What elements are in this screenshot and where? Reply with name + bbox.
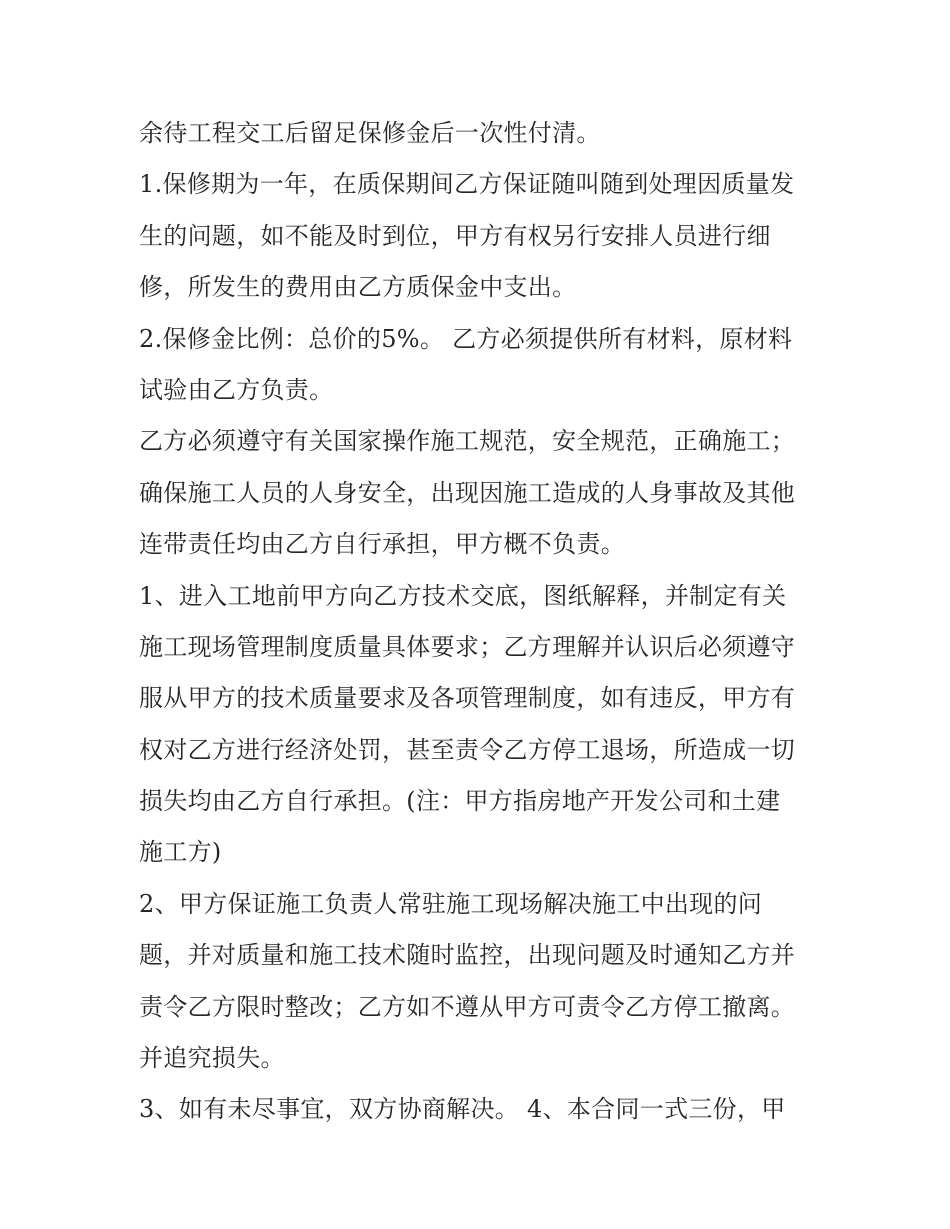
text-line: 3、如有未尽事宜，双方协商解决。 4、本合同一式三份，甲 (139, 1095, 786, 1124)
text-line: 权对乙方进行经济处罚，甚至责令乙方停工退场，所造成一切 (139, 735, 796, 764)
contract-text (139, 108, 829, 1136)
text-line: 2.保修金比例：总价的5%。 乙方必须提供所有材料，原材料 (139, 324, 793, 353)
text-line: 余待工程交工后留足保修金后一次性付清。 (139, 119, 601, 147)
text-line: 损失均由乙方自行承担。(注：甲方指房地产开发公司和土建 (139, 787, 781, 816)
text-line: 并追究损失。 (139, 1044, 285, 1073)
text-line: 试验由乙方负责。 (139, 375, 334, 404)
text-line: 2、甲方保证施工负责人常驻施工现场解决施工中出现的问 (139, 889, 763, 918)
text-line: 乙方必须遵守有关国家操作施工规范，安全规范，正确施工； (139, 427, 796, 456)
text-line: 生的问题，如不能及时到位，甲方有权另行安排人员进行细 (139, 221, 771, 250)
text-line: 施工方) (139, 838, 222, 867)
text-line: 服从甲方的技术质量要求及各项管理制度，如有违反，甲方有 (139, 684, 796, 713)
text-line: 连带责任均由乙方自行承担，甲方概不负责。 (139, 530, 625, 559)
text-line: 确保施工人员的人身安全，出现因施工造成的人身事故及其他 (139, 478, 796, 507)
text-line: 1.保修期为一年，在质保期间乙方保证随叫随到处理因质量发 (139, 170, 795, 199)
text-line: 1、进入工地前甲方向乙方技术交底，图纸解释，并制定有关 (139, 581, 787, 610)
text-line: 修，所发生的费用由乙方质保金中支出。 (139, 273, 577, 302)
text-line: 责令乙方限时整改；乙方如不遵从甲方可责令乙方停工撤离。 (139, 992, 796, 1021)
text-line: 施工现场管理制度质量具体要求；乙方理解并认识后必须遵守 (139, 632, 796, 661)
text-line: 题，并对质量和施工技术随时监控，出现问题及时通知乙方并 (139, 941, 796, 970)
